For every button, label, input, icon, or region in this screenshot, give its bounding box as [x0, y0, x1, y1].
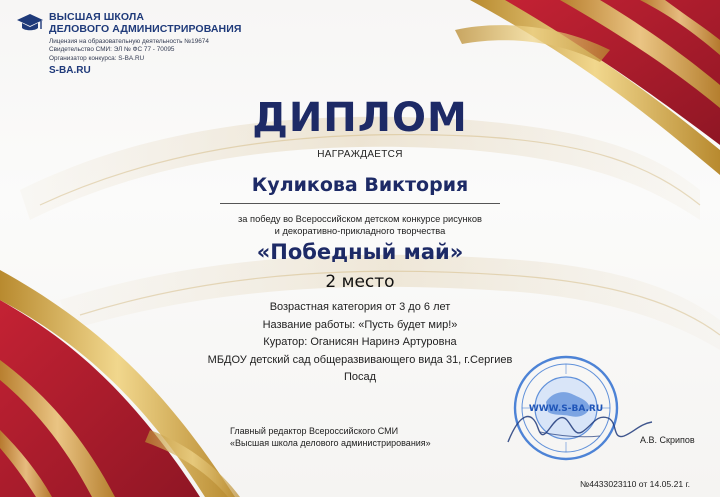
certificate-text: Свидетельство СМИ: ЭЛ № ФС 77 - 70095 [49, 46, 175, 54]
organizer-text: Организатор конкурса: S-BA.RU [49, 54, 145, 62]
organization-name-line1: ВЫСШАЯ ШКОЛА [49, 11, 145, 23]
participant-details [160, 299, 560, 387]
organization-site: S-BA.RU [49, 64, 91, 76]
signature [500, 392, 660, 462]
organization-name-line2: ДЕЛОВОГО АДМИНИСТРИРОВАНИЯ [49, 23, 242, 35]
recipient-name: Куликова Виктория [251, 174, 469, 196]
license-text: Лицензия на образовательную деятельность №19674 [49, 38, 209, 45]
editor-line1: Главный редактор Всероссийского СМИ [230, 426, 399, 436]
editor-credit [230, 425, 431, 449]
award-reason-line1: за победу во Всероссийском детском конкурсе рисунков [238, 214, 482, 224]
graduation-cap-icon [16, 12, 44, 34]
curator: Куратор: Оганисян Наринэ Артуровна [263, 336, 457, 348]
diploma-title: ДИПЛОМ [252, 95, 468, 141]
stamp-site-text: WWW.S-BA.RU [528, 404, 604, 414]
institution-line1: МБДОУ детский сад общеразвивающего вида 31, г.Сергиев [207, 353, 513, 366]
organization-header [16, 11, 256, 76]
document-number: №4433023110 от 14.05.21 г. [580, 479, 690, 489]
institution-line2: Посад [343, 371, 377, 383]
work-title: Название работы: «Пусть будет мир!» [262, 318, 458, 331]
awarded-label: НАГРАЖДАЕТСЯ [317, 149, 403, 160]
award-reason-line2: и декоративно-прикладного творчества [274, 226, 446, 236]
award-reason [160, 213, 560, 237]
organization-meta [49, 38, 256, 63]
contest-name: «Победный май» [256, 240, 464, 264]
age-category: Возрастная категория от 3 до 6 лет [269, 301, 451, 313]
place-awarded: 2 место [325, 272, 395, 292]
organization-name [49, 11, 242, 35]
signer-name: А.В. Скрипов [640, 435, 695, 445]
editor-line2: «Высшая школа делового администрирования» [230, 438, 431, 448]
recipient-underline [220, 203, 500, 204]
